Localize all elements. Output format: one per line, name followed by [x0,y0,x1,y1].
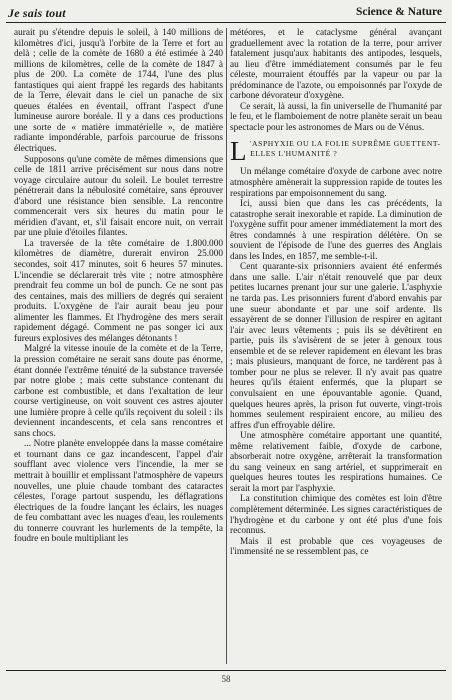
running-header-left: Je sais tout [8,6,66,20]
paragraph: La constitution chimique des comètes est loin d'être complètement déterminée. Les signes caractéristiques de l'hydrogène et du carbone y ont été plus d'une fois reconnus. [230,494,442,537]
paragraph: Ce serait, là aussi, la fin universelle de l'humanité par le feu, et le flamboiement de notre planète serait un beau spectacle pour les astronomes de Mars ou de Vénus. [230,101,442,133]
paragraph: Cent quarante-six prisonniers avaient été enfermés dans une salle. L'air n'était renouvelé que par deux petites lucarnes prenant jour sur une galerie. L'asphyxie ne tarda pas. Les prisonniers furent d'abord envahis par une sueur abondante et par une soif ardente. Ils essayèrent de se donner l'illusion de respirer en agitant l'air avec leurs vêtements ; puis ils se dévêtirent en partie, puis ils s'avisèrent de se jeter à genoux tous ensemble et de se relever rapidement en élevant les bras ; mais plusieurs, manquant de force, ne tardèrent pas à tomber pour ne plus se relever. Il n'y avait pas quatre heures qu'ils étaient enfermés, que la plupart se convulsaient en une épouvantable agonie. Quand, quelques heures après, la prison fut ouverte, vingt-trois hommes seulement respiraient encore, au milieu des affres d'un effroyable délire. [230,262,442,431]
paragraph: Une atmosphère cométaire apportant une quantité, même relativement faible, d'oxyde de carbone, absorberait notre oxygène, arrêterait la transformation du sang veineux en sang artériel, et supprimerait en quelques heures toutes les respirations humaines. Ce serait la mort par l'asphyxie. [230,431,442,494]
section-heading-text: 'ASPHYXIE OU LA FOLIE SUPRÊME GUETTENT-ELLES L'HUMANITÉ ? [250,139,441,159]
header-rule [6,22,446,23]
paragraph: Supposons qu'une comète de mêmes dimensions que celle de 1811 arrive précisément sur nous dans notre voyage circulaire autour du soleil. Le boulet terrestre pénétrerait dans la nébulosité cométaire, sans éprouver d'abord une résistance bien sensible. La rencontre commencerait vers six heures du matin pour le méridien d'avant, et, s'il faisait encore nuit, on verrait par une pluie d'étoiles filantes. [14,154,223,239]
paragraph: aurait pu s'étendre depuis le soleil, à 140 millions de kilomètres d'ici, jusqu'à l'orbite de la Terre et fort au delà ; celle de la comète de 1680 a été estimée à 240 millions de kilomètres, celle de la comète de 1847 à plus de 200. La comète de 1744, l'une des plus fantastiques qui aient frappé les regards des habitants de la Terre, élevait dans le ciel un panache de six queues étalées en éventail, offrant l'aspect d'une lumineuse aurore boréale. Il y a dans ces productions une sorte de « matière immatérielle », de matière radiante impondérable, parfois parcourue de frissons électriques. [14,28,223,155]
footer-rule [6,670,446,671]
paragraph: La traversée de la tête cométaire de 1.800.000 kilomètres de diamètre, durerait environ 25.000 secondes, soit 417 minutes, soit 6 heures 57 minutes. L'incendie se déclarerait très vite ; notre atmosphère prendrait feu comme un bol de punch. Ce ne sont pas des centaines, mais des milliers de degrés qui seraient produits. L'oxygène de l'air aurait beau jeu pour alimenter les flammes. Et l'hydrogène des mers serait rapidement dégagé. Comment ne pas songer ici aux fureurs explosives des mélanges détonants ! [14,238,223,344]
paragraph: Malgré la vitesse inouïe de la comète et de la Terre, la pression cométaire ne serait sans doute pas énorme, étant donnée l'extrême ténuité de la substance traversée par notre globe ; mais cette substance contenant du carbone est combustible, et dans l'exaltation de leur course vertigineuse, on voit souvent ces astres ajouter une lumière propre à celle qu'ils reçoivent du soleil : ils deviennent incandescents, et cela sans rencontres et sans chocs. [14,344,223,439]
paragraph: Mais il est probable que ces voyageuses de l'immensité ne se ressemblent pas, ce [230,536,442,558]
paragraph: météores, et le cataclysme général avançant graduellement avec la rotation de la terre, pour arriver fatalement jusqu'aux habitants des antipodes, lesquels, au lieu d'être immédiatement consumés par le feu céleste, mourraient étouffés par la vapeur ou par la prédominance de l'azote, ou empoisonnés par l'oxyde de carbone dévorateur d'oxygène. [230,28,442,102]
paragraph: ... Notre planète enveloppée dans la masse cométaire et tournant dans ce gaz incandescent, l'appel d'air soufflant avec violence vers l'incendie, la mer se mettrait à bouillir et emplissant l'atmosphère de vapeurs nouvelles, une pluie chaude tombant des cataractes célestes, l'orage partout suspendu, les déflagrations électriques de la foudre lançant les éclairs, les nuages de feu combattant avec les nuages d'eau, les roulements du tonnerre couvrant les hurlements de la tempête, la foudre en boule multipliant les [14,439,223,545]
section-heading [230,136,442,167]
left-column [14,28,223,668]
page-number: 58 [221,674,231,684]
paragraph: Ici, aussi bien que dans les cas précédents, la catastrophe serait inexorable et rapide. La diminution de l'oxygène suffit pour amener immédiatement la mort des êtres condamnés à une respiration délétère. On se souvient de l'épisode de l'une des guerres des Anglais dans les Indes, en 1857, me semble-t-il. [230,199,442,262]
running-header-right: Science & Nature [355,6,442,18]
heading-dropcap: L [230,136,248,167]
column-divider [226,28,227,664]
right-column [230,28,442,668]
paragraph: Un mélange cométaire d'oxyde de carbone avec notre atmosphère amènerait la suppression rapide de toutes les respirations par empoisonnement du sang. [230,167,442,199]
